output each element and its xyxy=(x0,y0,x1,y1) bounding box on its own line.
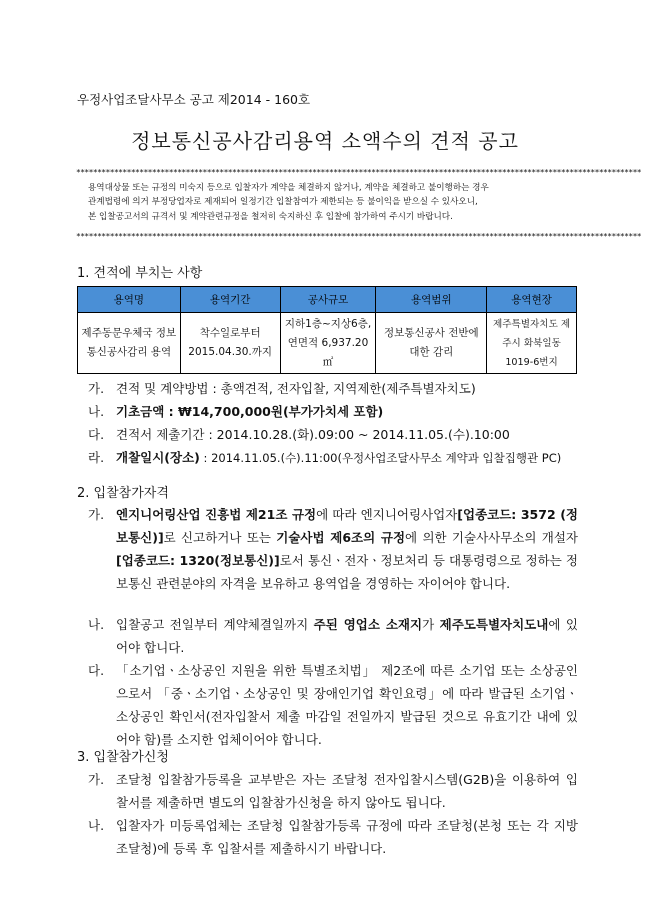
list-marker: 다. xyxy=(88,427,105,442)
bold-text: 제주도특별자치도내 xyxy=(439,617,549,632)
item-text: 에 따라 엔지니어링사업자 xyxy=(316,507,458,522)
table-header: 용역기간 xyxy=(180,287,280,313)
warning-line: 본 입찰공고서의 규격서 및 계약관련규정을 철저히 숙지하신 후 입찰에 참가하여 주시기 바랍니다. xyxy=(88,211,453,222)
list-item xyxy=(88,613,579,659)
table-cell: 정보통신공사 전반에 대한 감리 xyxy=(376,313,487,374)
warning-line: 용역대상물 또는 규정의 미숙지 등으로 입찰자가 계약을 체결하지 않거나, 계약을 체결하고 불이행하는 경우 xyxy=(88,183,489,193)
bold-text: 기술사법 제6조의 규정 xyxy=(276,530,406,545)
list-marker: 나. xyxy=(88,617,105,632)
notice-number: 우정사업조달사무소 공고 제2014 - 160호 xyxy=(77,92,311,107)
item-text: 로서 통신ㆍ전자ㆍ정보처리 등 대통령령으로 정하는 정보통신 관련분야의 자격을 보유하고 용역업을 경영하는 자이어야 합니다. xyxy=(116,553,579,591)
item-text: : 2014.11.05.(수).11:00(우정사업조달사무소 계약과 입찰집행관 PC) xyxy=(199,451,562,465)
list-marker: 나. xyxy=(88,818,105,833)
asterisk-divider-top: ************************************************************************************************************************************** xyxy=(76,168,641,177)
list-item xyxy=(88,446,596,470)
table-cell: 제주특별자치도 제주시 화북일동 1019-6번지 xyxy=(487,313,577,374)
opening-label: 개찰일시(장소) xyxy=(116,450,200,465)
table-row xyxy=(78,313,577,374)
list-item xyxy=(88,659,578,751)
list-marker: 가. xyxy=(88,507,105,522)
warning-notice xyxy=(88,181,568,224)
item-text: 입찰자가 미등록업체는 조달청 입찰참가등록 규정에 따라 조달청(본청 또는 각 지방조달청)에 등록 후 입찰서를 제출하시기 바랍니다. xyxy=(116,818,578,856)
bold-text: [업종코드: 1320(정보통신)] xyxy=(116,553,280,568)
list-item xyxy=(88,400,586,423)
list-marker: 가. xyxy=(88,772,105,787)
item-text: 「소기업ㆍ소상공인 지원을 위한 특별조치법」 제2조에 따른 소기업 또는 소상공인으로서 「중ㆍ소기업ㆍ소상공인 및 장애인기업 확인요령」에 따라 발급된 소기업ㆍ소상공인 확인서(전자입찰서 제출 마감일 전일까지 발급된 것으로 유효기간 내에 있어야 함)를 소지한 업체이어야 합니다. xyxy=(116,663,578,747)
list-item xyxy=(88,503,579,595)
item-text: 조달청 입찰참가등록을 교부받은 자는 조달청 전자입찰시스템(G2B)을 이용하여 입찰서를 제출하면 별도의 입찰참가신청을 하지 않아도 됩니다. xyxy=(116,772,578,810)
list-item xyxy=(88,377,586,400)
list-marker: 나. xyxy=(88,404,105,419)
table-header: 용역현장 xyxy=(487,287,577,313)
bold-text: [업종코드: 3572 (정보통신)] xyxy=(116,507,578,545)
table-cell: 제주동문우체국 정보통신공사감리 용역 xyxy=(78,313,181,374)
warning-line: 관계법령에 의거 부정당업자로 제재되어 일정기간 입찰참여가 제한되는 등 불이익을 받으실 수 있사오니, xyxy=(88,197,478,208)
item-text: 입찰공고 전일부터 계약체결일까지 xyxy=(116,617,314,632)
item-text: 에 의한 기술사사무소의 개설자 xyxy=(405,530,579,545)
item-text: 에 있어야 합니다. xyxy=(116,617,579,655)
table-header: 용역범위 xyxy=(376,287,487,313)
list-item xyxy=(88,768,578,814)
list-item xyxy=(88,814,578,860)
bold-text: 주된 영업소 소재지 xyxy=(313,617,423,632)
item-text: 가 xyxy=(422,617,440,632)
item-text: 로 신고하거나 또는 xyxy=(163,530,277,545)
list-marker: 가. xyxy=(88,381,105,396)
item-text: 견적 및 계약방법 : 총액견적, 전자입찰, 지역제한(제주특별자치도) xyxy=(116,381,476,396)
section-2-title: 2. 입찰참가자격 xyxy=(77,486,169,501)
bold-text: 엔지니어링산업 진흥법 제21조 규정 xyxy=(116,507,317,522)
section-1-title: 1. 견적에 부치는 사항 xyxy=(77,266,203,281)
service-info-table xyxy=(77,286,577,374)
list-marker: 다. xyxy=(88,663,105,678)
table-header-row xyxy=(78,287,577,313)
base-amount: 기초금액 : ₩14,700,000원(부가가치세 포함) xyxy=(116,404,384,419)
asterisk-divider-bottom: ************************************************************************************************************************************** xyxy=(76,232,641,241)
list-item xyxy=(88,423,586,446)
document-title: 정보통신공사감리용역 소액수의 견적 공고 xyxy=(131,129,519,153)
table-header: 공사규모 xyxy=(280,287,376,313)
table-header: 용역명 xyxy=(78,287,181,313)
table-cell: 지하1층~지상6층, 연면적 6,937.20㎡ xyxy=(280,313,376,374)
section-3-title: 3. 입찰참가신청 xyxy=(77,750,169,765)
table-cell: 착수일로부터 2015.04.30.까지 xyxy=(180,313,280,374)
item-text: 견적서 제출기간 : 2014.10.28.(화).09:00 ~ 2014.11.05.(수).10:00 xyxy=(116,427,510,442)
list-marker: 라. xyxy=(88,450,105,465)
